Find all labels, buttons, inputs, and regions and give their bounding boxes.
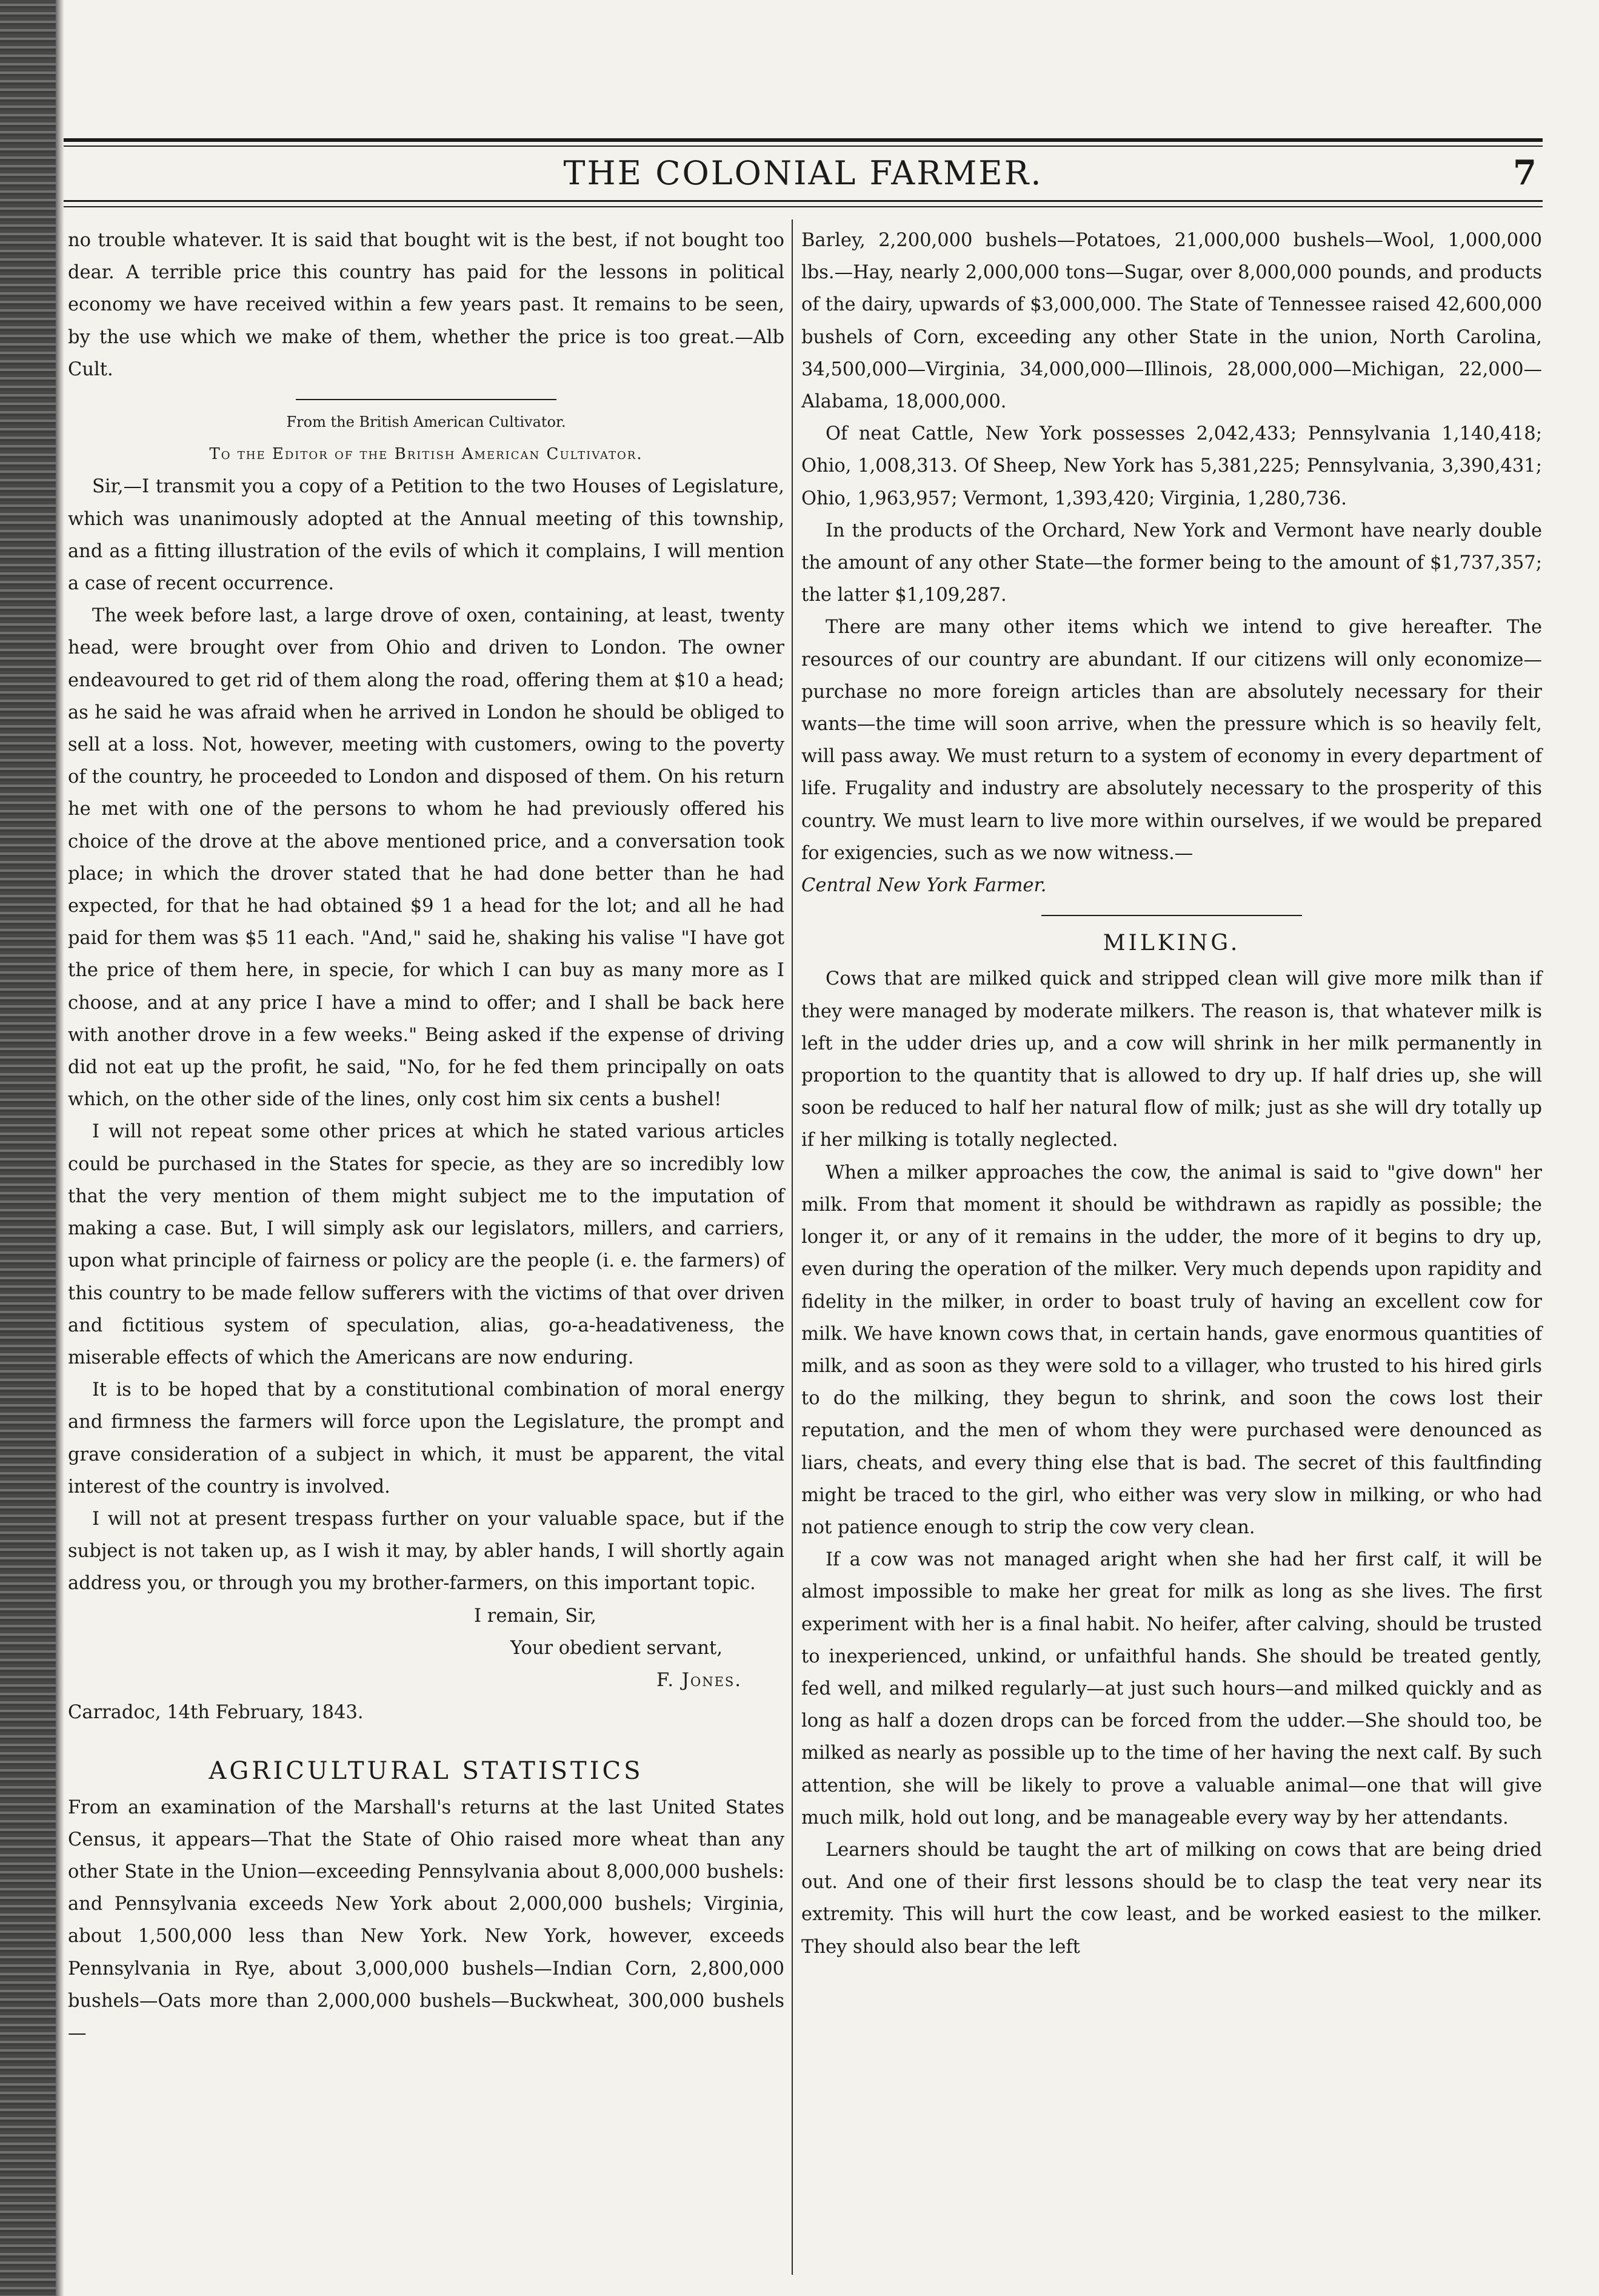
binding-margin	[0, 0, 56, 2296]
article-source: Central New York Farmer.	[801, 875, 1047, 897]
article-closing-paragraph: no trouble whatever. It is said that bought wit is the best, if not bought too dear. A terrible price this country has paid for the lessons in political economy we have received within a few years past. It remains to be seen, by the use which we make of them, whether the price is too great.—Alb Cult.	[68, 230, 784, 380]
article-heading: MILKING.	[1103, 931, 1241, 956]
article-paragraph: Barley, 2,200,000 bushels—Potatoes, 21,000,000 bushels—Wool, 1,000,000 lbs.—Hay, nearly 2,000,000 tons—Sugar, over 8,000,000 pounds, and products of the dairy, upwards of $3,000,000. The State of Tennessee raised 42,600,000 bushels of Corn, exceeding any other State in the union, North Carolina, 34,500,000—Virginia, 34,000,000—Illinois, 28,000,000—Michigan, 22,000—Alabama, 18,000,000.	[801, 230, 1542, 413]
section-divider	[296, 399, 556, 400]
letter-paragraph: It is to be hoped that by a constitutional combination of moral energy and firmness the farmers will force upon the Legislature, the prompt and grave consideration of a subject in which, it must be apparent, the vital interest of the country is involved.	[68, 1379, 784, 1498]
article-paragraph: If a cow was not managed aright when she had her first calf, it will be almost impossible to make her great for milk as long as she lives. The first experiment with her is a final habit. No heifer, after calving, should be trusted to inexperienced, unkind, or unfaithful hands. She should be treated gently, fed well, and milked regularly—at just such hours—and milked quickly and as long as half a dozen drops can be forced from the udder.—She should too, be milked as nearly as possible up to the time of her having the next calf. By such attention, she will be likely to prove a valuable animal—one that will give much milk, hold out long, and be manageable every way by her attendants.	[801, 1549, 1542, 1829]
letter-signature: F. Jones.	[656, 1669, 742, 1691]
article-paragraph: Of neat Cattle, New York possesses 2,042,433; Pennsylvania 1,140,418; Ohio, 1,008,313. Of Sheep, New York has 5,381,225; Pennsylvania, 3,390,431; Ohio, 1,963,957; Vermont, 1,393,420; Virginia, 1,280,736.	[801, 423, 1542, 509]
right-column	[801, 224, 1542, 1963]
source-line: From the British American Cultivator.	[286, 413, 566, 431]
article-paragraph: When a milker approaches the cow, the animal is said to "give down" her milk. From that moment it should be withdrawn as rapidly as possible; the longer it, or any of it remains in the udder, the more of it begins to dry up, even during the operation of the milker. Very much depends upon rapidity and fidelity in the milker, in order to boast truly of having an excellent cow for milk. We have known cows that, in certain hands, gave enormous quantities of milk, and as soon as they were sold to a villager, who trusted to his hired girls to do the milking, they begun to shrink, and soon the cows lost their reputation, and the men of whom they were purchased were denounced as liars, cheats, and every thing else that is bad. The secret of this faultfinding might be traced to the girl, who either was very slow in milking, or who had not patience enough to strip the cow very clean.	[801, 1162, 1542, 1538]
letter-paragraph: I will not at present trespass further on your valuable space, but if the subject is not taken up, as I wish it may, by abler hands, I will shortly again address you, or through you my brother-farmers, on this important topic.	[68, 1508, 784, 1595]
left-column	[68, 224, 784, 2049]
article-paragraph: From an examination of the Marshall's returns at the last United States Census, it appears—That the State of Ohio raised more wheat than any other State in the Union—exceeding Pennsylvania about 8,000,000 bushels: and Pennsylvania exceeds New York about 2,000,000 bushels; Virginia, about 1,500,000 less than New York. New York, however, exceeds Pennsylvania in Rye, about 3,000,000 bushels—Indian Corn, 2,800,000 bushels—Oats more than 2,000,000 bushels—Buckwheat, 300,000 bushels—	[68, 1796, 784, 2044]
masthead-title: THE COLONIAL FARMER.	[563, 154, 1043, 192]
section-divider	[1041, 915, 1302, 916]
masthead	[64, 150, 1543, 193]
column-divider	[792, 219, 793, 2275]
masthead-rule-bottom	[64, 206, 1543, 207]
article-paragraph: In the products of the Orchard, New York and Vermont have nearly double the amount of any other State—the former being to the amount of $1,737,357; the latter $1,109,287.	[801, 520, 1542, 606]
article-paragraph: Cows that are milked quick and stripped clean will give more milk than if they were managed by moderate milkers. The reason is, that whatever milk is left in the udder dries up, and a cow will shrink in her milk permanently in proportion to the quantity that is allowed to dry up. If half dries up, she will soon be reduced to half her natural flow of milk; just as she will dry totally up if her milking is totally neglected.	[801, 968, 1542, 1151]
letter-paragraph: Sir,—I transmit you a copy of a Petition to the two Houses of Legislature, which was unanimously adopted at the Annual meeting of this township, and as a fitting illustration of the evils of which it complains, I will mention a case of recent occurrence.	[68, 476, 784, 595]
letter-place-date: Carradoc, 14th February, 1843.	[68, 1702, 364, 1724]
masthead-rule-top	[64, 200, 1543, 202]
top-rule-thin	[64, 146, 1543, 147]
article-heading: AGRICULTURAL STATISTICS	[209, 1757, 644, 1786]
top-rule-thick	[64, 138, 1543, 142]
letter-sign-off: I remain, Sir,	[474, 1605, 596, 1627]
letter-salutation: To the Editor of the British American Cultivator.	[209, 445, 643, 464]
letter-sign-off: Your obedient servant,	[510, 1637, 723, 1659]
letter-paragraph: The week before last, a large drove of oxen, containing, at least, twenty head, were brought over from Ohio and driven to London. The owner endeavoured to get rid of them along the road, offering them at $10 a head; as he said he was afraid when he arrived in London he should be obliged to sell at a loss. Not, however, meeting with customers, owing to the poverty of the country, he proceeded to London and disposed of them. On his return he met with one of the persons to whom he had previously offered his choice of the drove at the above mentioned price, and a conversation took place; in which the drover stated that he had done better than he had expected, for that he had obtained $9 1 a head for the lot; and all he had paid for them was $5 11 each. "And," said he, shaking his valise "I have got the price of them here, in specie, for which I can buy as many more as I choose, and at any price I have a mind to offer; and I shall be back here with another drove in a few weeks." Being asked if the expense of driving did not eat up the profit, he said, "No, for he fed them principally on oats which, on the other side of the lines, only cost him six cents a bushel!	[68, 605, 784, 1111]
letter-paragraph: I will not repeat some other prices at which he stated various articles could be purchased in the States for specie, as they are so incredibly low that the very mention of them might subject me to the imputation of making a case. But, I will simply ask our legislators, millers, and carriers, upon what principle of fairness or policy are the people (i. e. the farmers) of this country to be made fellow sufferers with the victims of that over driven and fictitious system of speculation, alias, go-a-headativeness, the miserable effects of which the Americans are now enduring.	[68, 1121, 784, 1368]
article-paragraph: Learners should be taught the art of milking on cows that are being dried out. And one of their first lessons should be to clasp the teat very near its extremity. This will hurt the cow least, and be worked easiest to the milker. They should also bear the left	[801, 1839, 1542, 1958]
article-paragraph: There are many other items which we intend to give hereafter. The resources of our country are abundant. If our citizens will only economize—purchase no more foreign articles than are absolutely necessary for their wants—the time will soon arrive, when the pressure which is so heavily felt, will pass away. We must return to a system of economy in every department of life. Frugality and industry are absolutely necessary to the prosperity of this country. We must learn to live more within ourselves, if we would be prepared for exigencies, such as we now witness.—	[801, 617, 1542, 864]
binding-shadow	[56, 0, 64, 2296]
page-number: 7	[1513, 153, 1537, 193]
